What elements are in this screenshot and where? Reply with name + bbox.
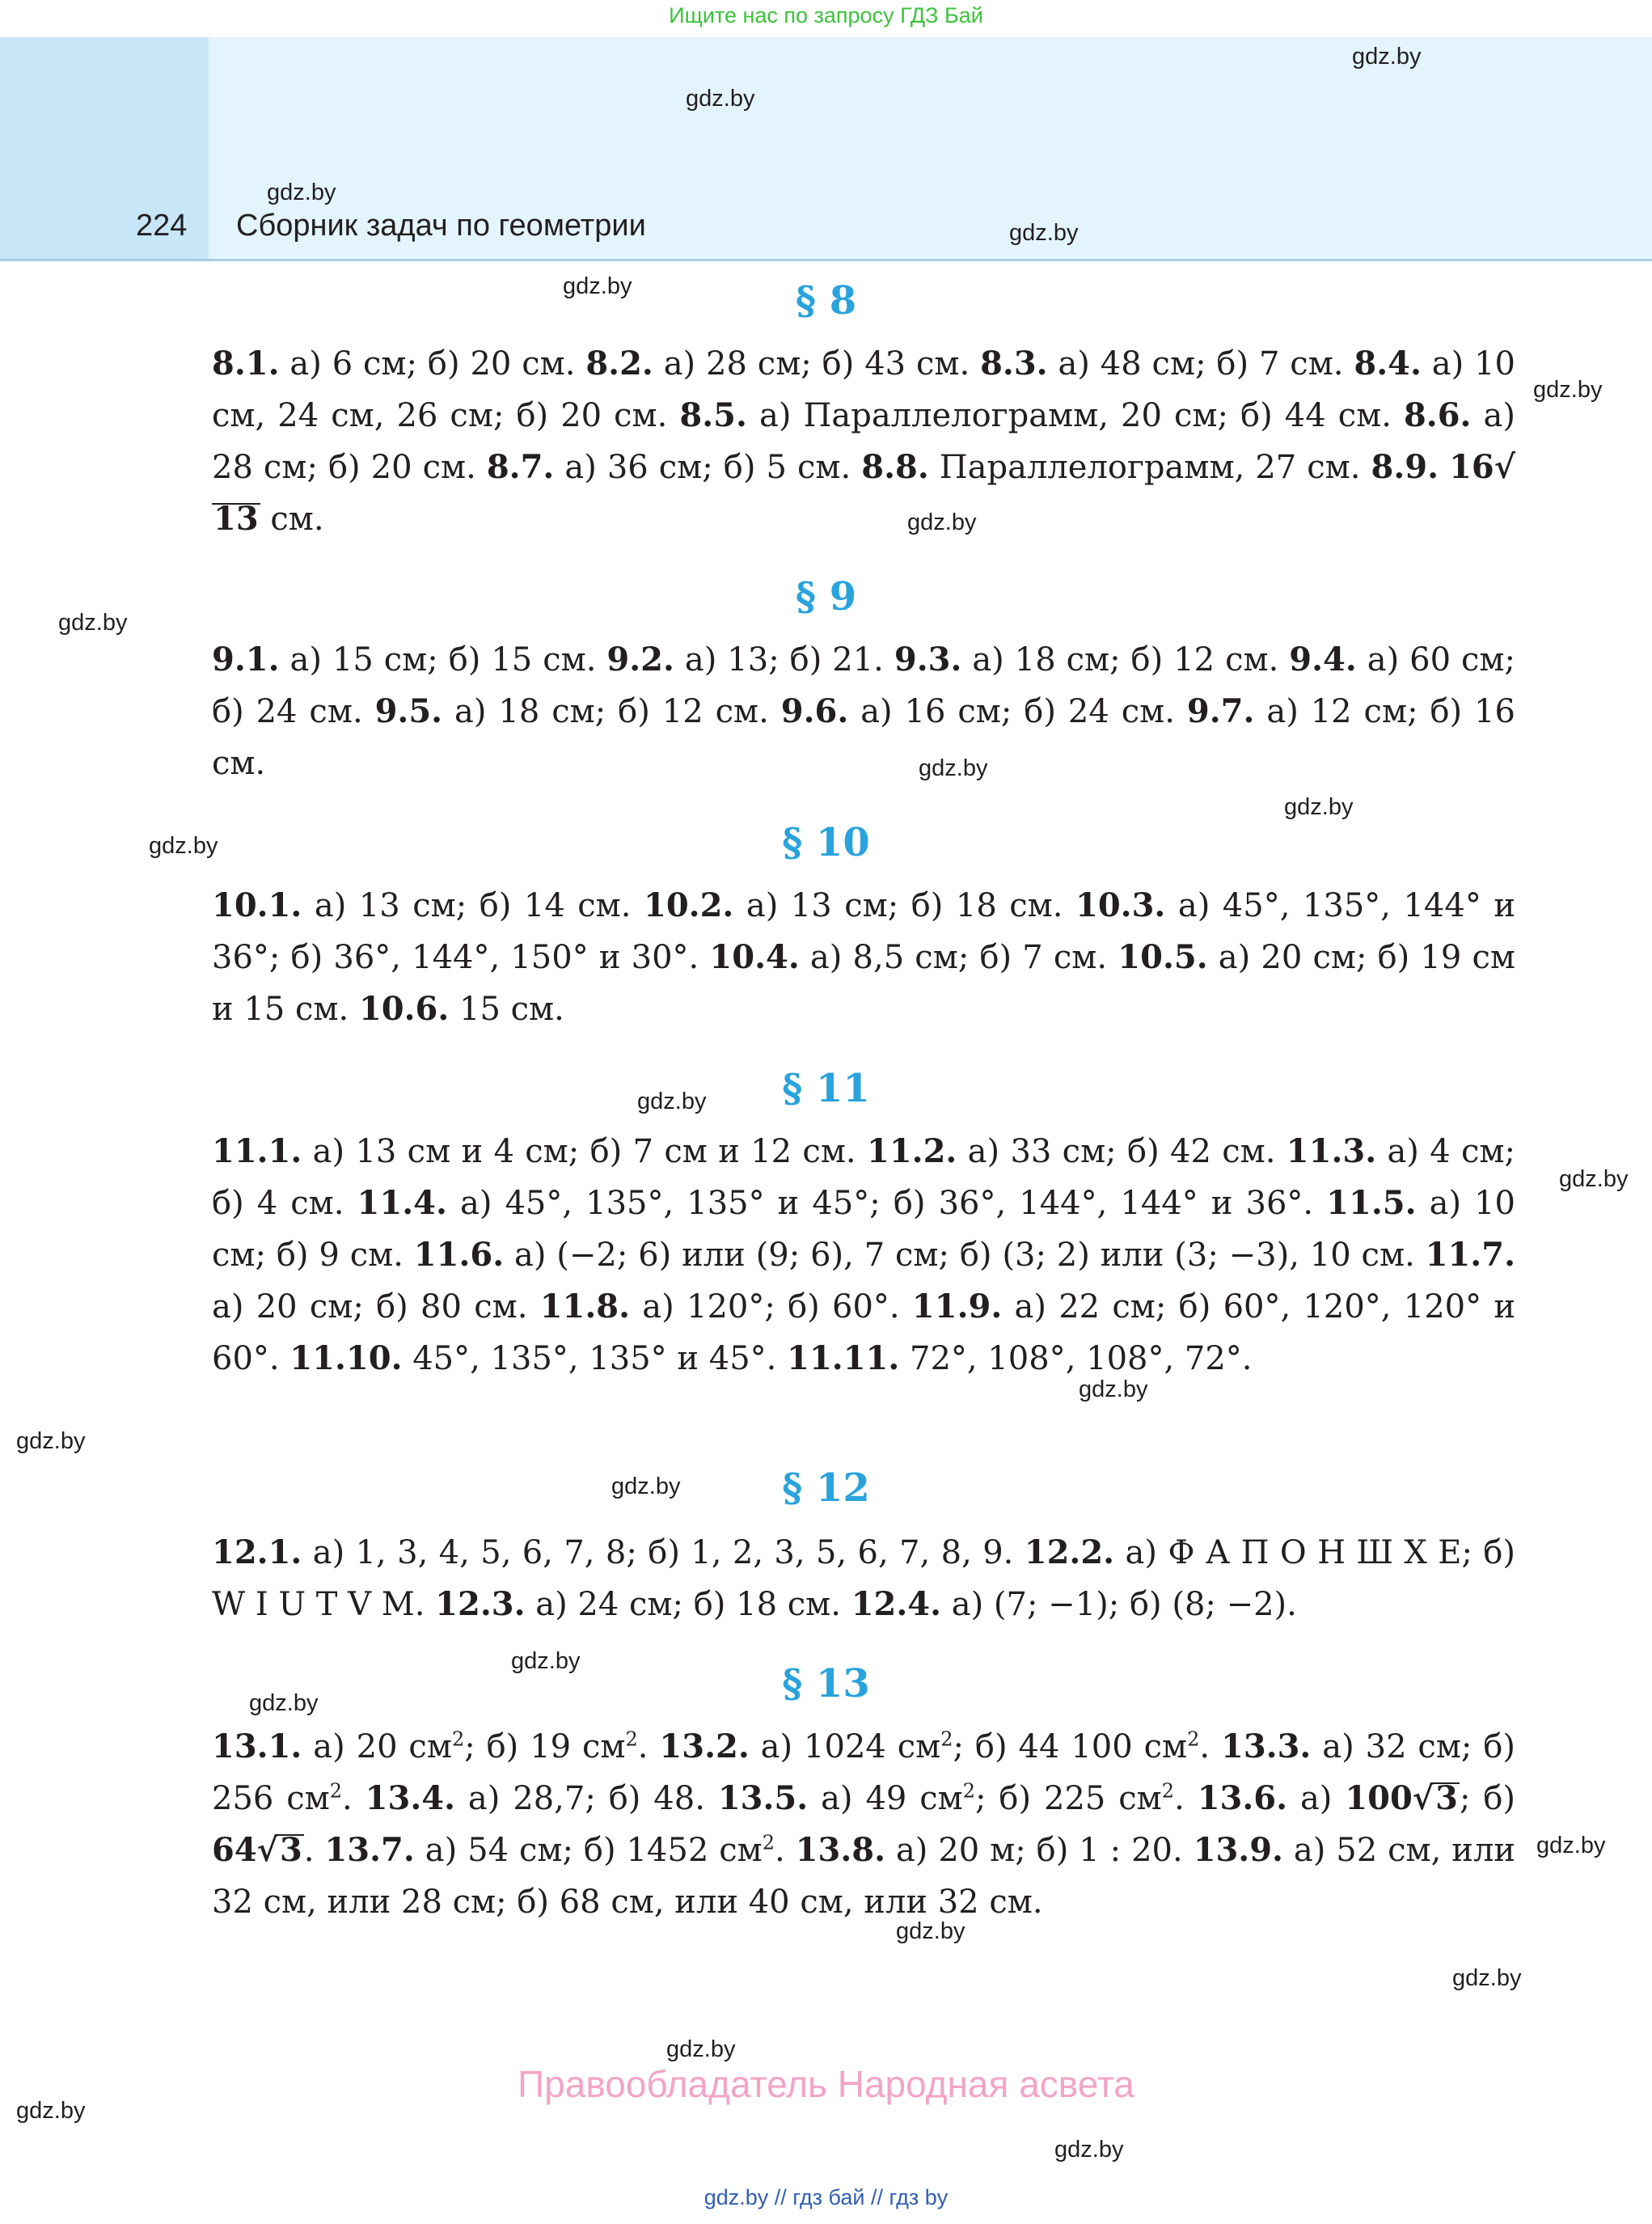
- copyright-holder: Правообладатель Народная асвета: [518, 2063, 1134, 2105]
- watermark: gdz.by: [919, 755, 988, 781]
- watermark: gdz.by: [1054, 2137, 1124, 2163]
- watermark: gdz.by: [896, 1918, 965, 1944]
- watermark: gdz.by: [1079, 1376, 1148, 1402]
- watermark: gdz.by: [149, 833, 218, 859]
- section-title: § 8: [795, 278, 857, 323]
- book-title: Сборник задач по геометрии: [236, 209, 646, 243]
- watermark: gdz.by: [16, 2098, 86, 2124]
- section-title: § 9: [795, 574, 857, 619]
- watermark: gdz.by: [58, 610, 128, 636]
- watermark: gdz.by: [16, 1428, 86, 1454]
- watermark: gdz.by: [267, 180, 336, 205]
- watermark: gdz.by: [563, 273, 632, 299]
- section-answers: 8.1. а) 6 см; б) 20 см. 8.2. а) 28 см; б) 43 см. 8.3. а) 48 см; б) 7 см. 8.4. а) 10 см, 24 см, 26 см; б) 20 см. 8.5. а) Параллелограмм, 20 см; б) 44 см. 8.6. а) 28 см; б) 20 см. 8.7. а) 36 см; б) 5 см. 8.8. Параллелограмм, 27 см. 8.9. 16√13 см.: [212, 345, 1516, 538]
- watermark: gdz.by: [686, 86, 755, 112]
- watermark: gdz.by: [511, 1648, 581, 1674]
- watermark: gdz.by: [1536, 1833, 1606, 1858]
- top-banner: Ищите нас по запросу ГДЗ Бай: [669, 3, 983, 27]
- section-title: § 12: [782, 1465, 870, 1511]
- watermark: gdz.by: [1009, 220, 1079, 246]
- section-title: § 13: [782, 1661, 870, 1706]
- watermark: gdz.by: [1559, 1166, 1629, 1192]
- watermark: gdz.by: [1284, 794, 1354, 820]
- section-answers: 13.1. а) 20 $см^2$; б) 19 $см^2$. 13.2. а) 1024 $см^2$; б) 44 100 $см^2$. 13.3. а) 32 см; б) 256 $см^2$. 13.4. а) 28,7; б) 48. 13.5. а) 49 $см^2$; б) 225 $см^2$. 13.6. а) 100√3; б) 64√3. 13.7. а) 54 см; б) 1452 $см^2$. 13.8. а) 20 м; б) 1 : 20. 13.9. а) 52 см, или 32 см, или 28 см; б) 68 см, или 40 см, или 32 см.: [212, 1727, 1516, 1921]
- page-number: 224: [136, 209, 188, 243]
- watermark: gdz.by: [907, 509, 977, 535]
- watermark: gdz.by: [666, 2036, 736, 2062]
- section-answers: 9.1. а) 15 см; б) 15 см. 9.2. а) 13; б) 21. 9.3. а) 18 см; б) 12 см. 9.4. а) 60 см; б) 24 см. 9.5. а) 18 см; б) 12 см. 9.6. а) 16 см; б) 24 см. 9.7. а) 12 см; б) 16 см.: [212, 641, 1516, 782]
- watermark: gdz.by: [249, 1690, 319, 1716]
- watermark: gdz.by: [1533, 377, 1603, 403]
- watermark: gdz.by: [611, 1474, 681, 1499]
- section-answers: 12.1. а) 1, 3, 4, 5, 6, 7, 8; б) 1, 2, 3, 5, 6, 7, 8, 9. 12.2. а) Ф А П О Н Ш Х Е; б) W I U T V M. 12.3. а) 24 см; б) 18 см. 12.4. а) (7; −1); б) (8; −2).: [212, 1533, 1516, 1623]
- section-title: § 11: [782, 1066, 870, 1111]
- section-answers: 10.1. а) 13 см; б) 14 см. 10.2. а) 13 см; б) 18 см. 10.3. а) 45°, 135°, 144° и 36°; б) 36°, 144°, 150° и 30°. 10.4. а) 8,5 см; б) 7 см. 10.5. а) 20 см; б) 19 см и 15 см. 10.6. 15 см.: [212, 886, 1515, 1028]
- section-answers: 11.1. а) 13 см и 4 см; б) 7 см и 12 см. 11.2. а) 33 см; б) 42 см. 11.3. а) 4 см; б) 4 см. 11.4. а) 45°, 135°, 135° и 45°; б) 36°, 144°, 144° и 36°. 11.5. а) 10 см; б) 9 см. 11.6. а) (−2; 6) или (9; 6), 7 см; б) (3; 2) или (3; −3), 10 см. 11.7. а) 20 см; б) 80 см. 11.8. а) 120°; б) 60°. 11.9. а) 22 см; б) 60°, 120°, 120° и 60°. 11.10. 45°, 135°, 135° и 45°. 11.11. 72°, 108°, 108°, 72°.: [212, 1132, 1516, 1377]
- watermark: gdz.by: [1352, 44, 1422, 70]
- section-title: § 10: [782, 820, 870, 865]
- watermark: gdz.by: [1452, 1965, 1522, 1991]
- watermark: gdz.by: [637, 1089, 707, 1114]
- footer-links[interactable]: gdz.by // гдз бай // гдз by: [703, 2185, 949, 2209]
